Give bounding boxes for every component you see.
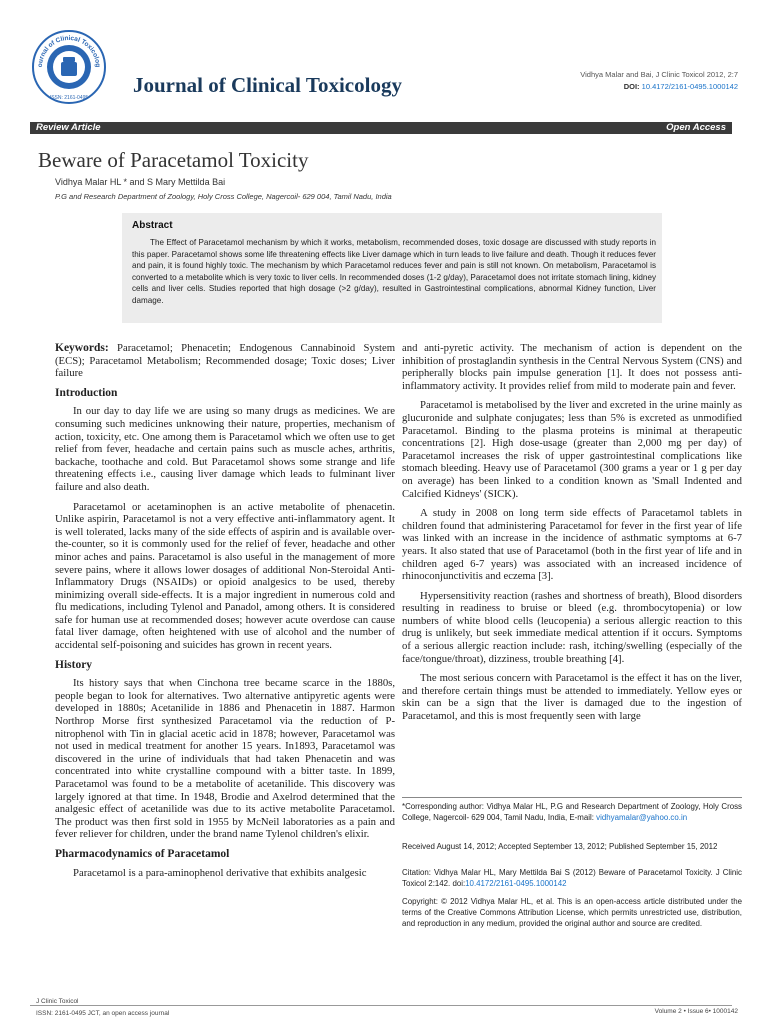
corresponding-author-text: *Corresponding author: Vidhya Malar HL, P.G and Research Department of Zoology, Holy Cross College, Nagercoil- 629 004, Tamil Nadu, India, E-mail:: [402, 802, 742, 822]
section-heading-pharmacodynamics: Pharmacodynamics of Paracetamol: [55, 847, 230, 860]
abstract-text: The Effect of Paracetamol mechanism by which it works, metabolism, recommended doses, toxic dosage are discussed with study reports in this paper. Paracetamol shows some life threatening effects like Liver damage which in turn leads to live failure and death. Though it reduces fever and pain, it is found highly toxic. The mechanism by which Paracetamol reduces fever and pain is still not known. On metabolism, Paracetamol is converted to a metabolite which is very toxic to liver cells. In recommended doses (1-2 g/day), Paracetamol does not irritate stomach lining, kidney cells and liver cells. Studies reported that high dosage (>2 g/day), resulted in Gastrointestinal complications, abnormal Kidney function, Liver damage.: [132, 238, 656, 305]
logo-arc-text: ournal of Clinical Toxicolog: [36, 34, 102, 68]
doi-link[interactable]: 10.4172/2161-0495.1000142: [641, 82, 738, 91]
paragraph: A study in 2008 on long term side effects of Paracetamol tablets in children found that administering Paracetamol for fever in the first year of life was linked with an increase in the incidence of asthmatic symptoms at 6-7 years. It also stated that use of Paracetamol (both in the first year of life and in children aged 6-7 years) was associated with an increased incidence of rhinoconjunctivitis and eczema [3].: [402, 507, 742, 583]
paragraph: Hypersensitivity reaction (rashes and shortness of breath), Blood disorders resulting in readiness to bruise or bleed (e.g. thrombocytopenia) or low numbers of white blood cells (leucopenia) a serious allergic reaction to this drug is unlikely, but seek immediate medical attention if it occurs. Symptoms of a serious allergic reaction include: rash, itching/swelling (especially of the face/tongue/throat), dizziness, trouble breathing [4].: [402, 589, 742, 665]
abstract-box: [122, 213, 662, 323]
paper-affiliation: P.G and Research Department of Zoology, Holy Cross College, Nagercoil- 629 004, Tamil Nadu, India: [55, 192, 392, 201]
footer-left: [36, 996, 169, 1020]
header-citation: Vidhya Malar and Bai, J Clinic Toxicol 2012, 2:7: [580, 70, 738, 79]
paragraph: In our day to day life we are using so many drugs as medicines. We are consuming such medicines unknowing their nature, properties, mechanism of action, toxicity, etc. One among them is Paracetamol which we often use to get relief from fever, headache and certain pains such as muscle aches, arthritis, backache, toothache and cold. But Paracetamol shows some strange and life threatening effects i.e., causing liver damage which leads to fulminant liver failure and also death.: [55, 405, 395, 493]
journal-logo: [30, 28, 108, 106]
author-email-link[interactable]: vidhyamalar@yahoo.co.in: [596, 812, 688, 822]
section-heading-introduction: Introduction: [55, 386, 118, 399]
keywords-text: Paracetamol; Phenacetin; Endogenous Cannabinoid System (ECS); Paracetamol Metabolism; Recommended dosage; Toxic doses; Liver failure: [55, 342, 396, 380]
paragraph: Paracetamol is a para-aminophenol derivative that exhibits analgesic: [73, 866, 367, 879]
journal-logo-graphic: [30, 28, 108, 106]
corresponding-author-note: [402, 802, 742, 824]
paragraph: The most serious concern with Paracetamol is the effect it has on the liver, and therefore certain things must be attended to immediately. Yellow eyes or skin can be a sign that the liver is damaged due to the ingestion of Paracetamol, and this is most frequently seen with large: [402, 672, 742, 723]
paper-authors: Vidhya Malar HL * and S Mary Mettilda Bai: [55, 177, 226, 187]
footnote-divider: [402, 797, 742, 798]
journal-title: Journal of Clinical Toxicology: [133, 73, 402, 97]
abstract-heading: Abstract: [132, 220, 173, 231]
keywords-label: Keywords:: [55, 342, 109, 354]
doi-label: DOI:: [623, 82, 640, 91]
footer-journal-abbrev: J Clinic Toxicol: [36, 998, 79, 1005]
paragraph: Paracetamol or acetaminophen is an active metabolite of phenacetin. Unlike aspirin, Paracetamol is not a very effective anti-inflammatory agent. It is well tolerated, lacks many of the side effects of aspirin and is available over-the-counter, so it is commonly used for the relief of fever, headache and other minor aches and pains. Paracetamol is also useful in the management of more severe pains, where it allows lower dosages of additional Non-Steroidal Anti-Inflammatory Drugs (NSAIDs) or opioid analgesics to be used, thereby minimizing overall side-effects. It is a major ingredient in numerous cold and flu medications, including Tylenol and Panadol, among others. It is considered safe for human use at recommended doses; however acute overdose can cause fatal liver damage, often heightened with use of alcohol and the number of accidental self-poisoning and suicides has grown in recent years.: [55, 500, 395, 652]
copyright-note: Copyright: © 2012 Vidhya Malar HL, et al. This is an open-access article distributed under the terms of the Creative Commons Attribution License, which permits unrestricted use, distribution, and reproduction in any medium, provided the original author and source are credited.: [402, 897, 742, 928]
paragraph: Paracetamol is metabolised by the liver and excreted in the urine mainly as glucuronide and sulphate conjugates; less than 5% is excreted as unmodified Paracetamol. Binding to the plasma proteins is minimal at therapeutic concentrations [2]. High dose-usage (greater than 2,000 mg per day) of Paracetamol increases the risk of upper gastrointestinal complications like stomach bleeding. Heavy use of Paracetamol (300 grams a year or 1 g per day on average) has been linked to a condition known as 'Small Indented and Calcified Kidneys' (SICK).: [402, 399, 742, 500]
paper-title: Beware of Paracetamol Toxicity: [38, 148, 309, 172]
section-heading-history: History: [55, 658, 93, 671]
logo-issn: ISSN: 2161-0495: [49, 95, 89, 101]
banner-open-access: Open Access: [666, 122, 726, 133]
citation-doi-link[interactable]: 10.4172/2161-0495.1000142: [465, 878, 567, 888]
left-column: [55, 342, 395, 886]
received-dates: Received August 14, 2012; Accepted September 13, 2012; Published September 15, 2012: [402, 842, 718, 851]
citation-note: [402, 868, 742, 890]
footer-volume: Volume 2 • Issue 6• 1000142: [654, 1008, 738, 1015]
citation-text: Citation: Vidhya Malar HL, Mary Mettilda Bai S (2012) Beware of Paracetamol Toxicity. J Clinic Toxicol 2:142. doi:: [402, 868, 742, 888]
footer-divider: [30, 1005, 732, 1006]
banner-review-article: Review Article: [36, 122, 101, 133]
footer-issn: ISSN: 2161-0495 JCT, an open access journal: [36, 1010, 170, 1017]
paragraph: Its history says that when Cinchona tree became scarce in the 1880s, people began to look for alternatives. Two alternative antipyretic agents were developed in 1880s; Acetanilide in 1886 and Phenacetin in 1887. Harmon Northrop Morse first synthesized Paracetamol via the reduction of P-nitrophenol with Tin in glacial acetic acid in 1878; however, Paracetamol was not used in medical treatment for another 15 years. In1893, Paracetamol was discovered in the urine of individuals that had taken Phenacetin and was concentrated into white crystalline compound with a bitter taste. In 1899, Paracetamol was found to be a metabolite of acetanilide. This discovery was largely ignored at that time. In 1948, Brodie and Axelrod determined that the analgesic effect of acetanilide was due to its active metabolite Paracetamol. The product was then first sold in 1955 by McNeil laboratories as a pain and fever reliever for children, under the brand name Tylenol children's elixir.: [55, 677, 395, 841]
paragraph: and anti-pyretic activity. The mechanism of action is dependent on the inhibition of prostaglandin synthesis in the Central Nervous System (CNS) and peripherally blocks pain impulse generation [1]. It does not possess anti-inflammatory activity. It provides relief from mild to moderate pain and fever.: [402, 342, 742, 392]
article-type-banner: [30, 122, 732, 134]
right-column: [402, 342, 742, 730]
keywords: [55, 342, 395, 380]
header-doi: [624, 82, 738, 91]
